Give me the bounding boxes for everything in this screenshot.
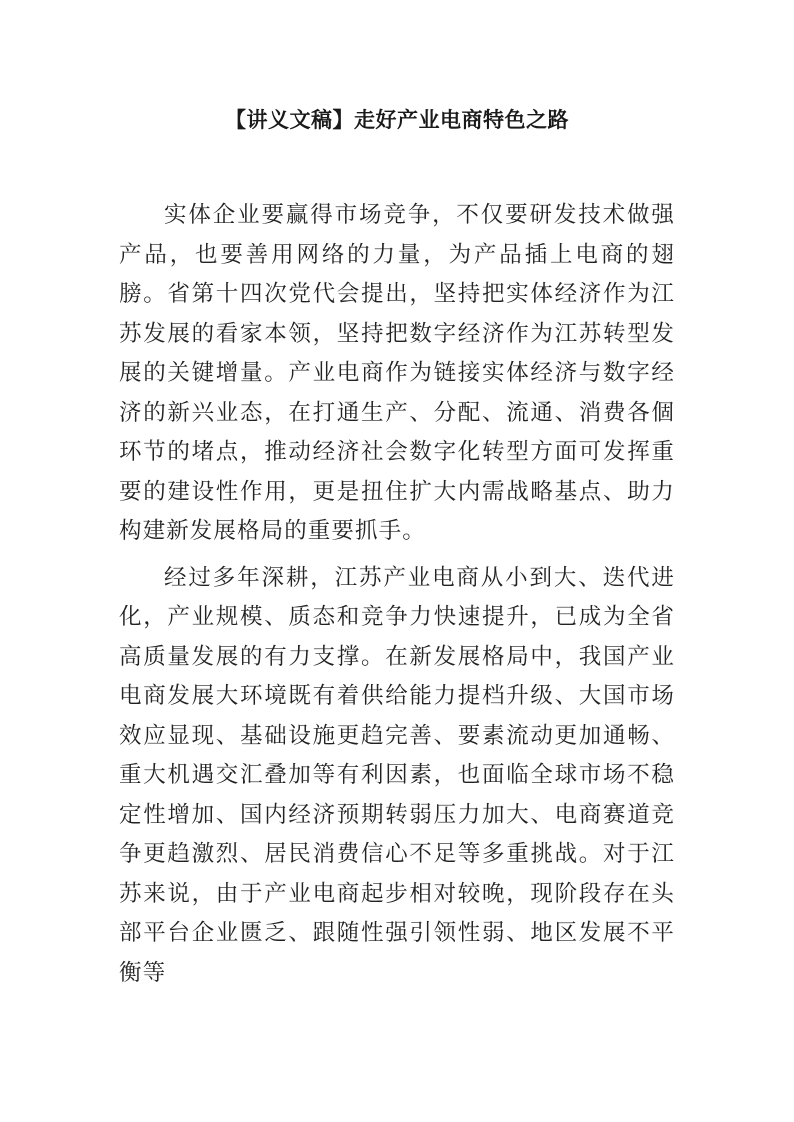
paragraph-2: 经过多年深耕，江苏产业电商从小到大、迭代进化，产业规模、质态和竞争力快速提升，已成为全省高质量发展的有力支撑。在新发展格局中，我国产业电商发展大环境既有着供给能力提档升级、大国市场效应显现、基础设施更趋完善、要素流动更加通畅、重大机遇交汇叠加等有利因素，也面临全球市场不稳定性增加、国内经济预期转弱压力加大、电商赛道竞争更趋激烈、居民消费信心不足等多重挑战。对于江苏来说，由于产业电商起步相对较晚，现阶段存在头部平台企业匮乏、跟随性强引领性弱、地区发展不平衡等 <box>119 564 675 986</box>
paragraph-1: 实体企业要赢得市场竞争，不仅要研发技术做强产品，也要善用网络的力量，为产品插上电商的翅膀。省第十四次党代会提出，坚持把实体经济作为江苏发展的看家本领，坚持把数字经济作为江苏转型发展的关键增量。产业电商作为链接实体经济与数字经济的新兴业态，在打通生产、分配、流通、消费各個环节的堵点，推动经济社会数字化转型方面可发挥重要的建设性作用，更是扭住扩大内需战略基点、助力构建新发展格局的重要抓手。 <box>119 202 675 544</box>
document-title: 【讲义文稿】走好产业电商特色之路 <box>225 108 569 132</box>
document-body <box>119 196 675 993</box>
